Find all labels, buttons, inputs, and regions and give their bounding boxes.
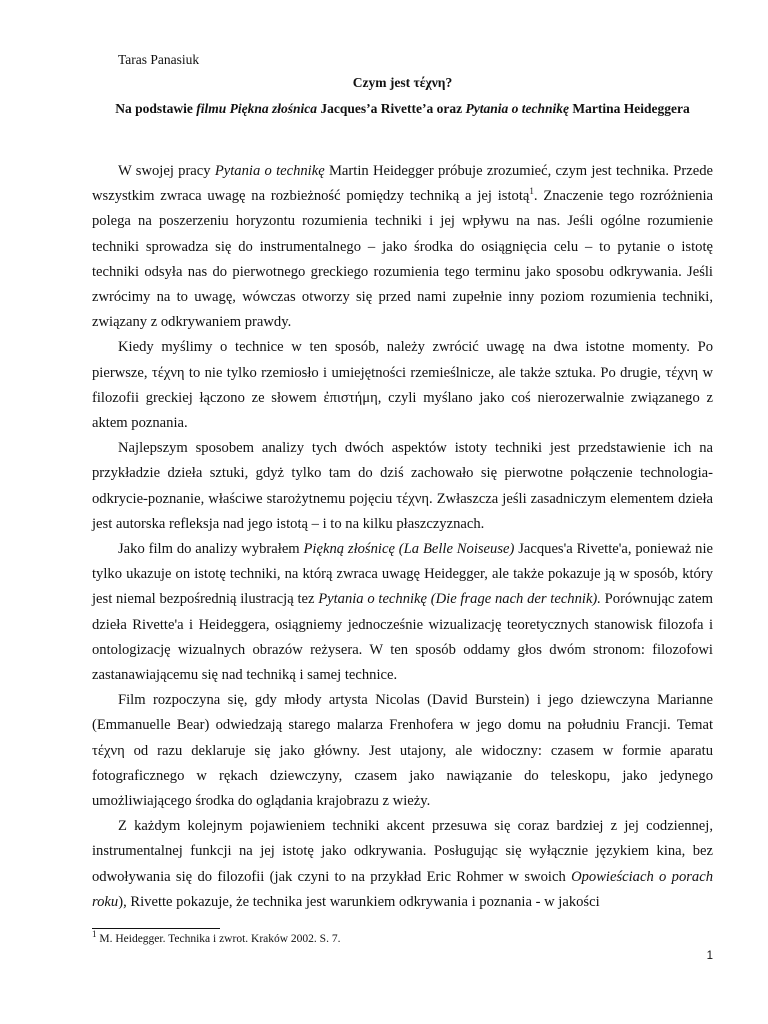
paragraph-text: Martin Heidegger próbuje zrozumieć, czym jest technika. Przede wszystkim zwraca uwagę na rozbieżność pomiędzy techniką a jej istotą — [92, 163, 713, 205]
paragraph-4 — [92, 537, 713, 688]
paragraph-3: Najlepszym sposobem analizy tych dwóch aspektów istoty techniki jest przedstawienie ich na przykładzie dzieła sztuki, gdyż tylko tam do dziś zachowało się pierwotne połączenie technologia-odkrycie-poznanie, właściwe starożytnemu pojęciu τέχνη. Zwłaszcza jeśli zasadniczym elementem dzieła jest autorska refleksja nad jego istotą – i to na kilku płaszczyznach. — [92, 440, 713, 532]
paragraph-5: Film rozpoczyna się, gdy młody artysta Nicolas (David Burstein) i jego dziewczyna Marianne (Emmanuelle Bear) odwiedzają starego malarza Frenhofera w jego domu na południu Francji. Temat τέχνη od razu deklaruje się jako główny. Jest utajony, ale widoczny: czasem w formie aparatu fotograficznego w rękach dziewczyny, czasem jako nawiązanie do teleskopu, jako jedynego umożliwiającego środka do oglądania krajobrazu z wieży. — [92, 692, 713, 810]
subtitle-book-title: Pytania o technikę — [465, 101, 570, 116]
italic-title: Piękną złośnicę (La Belle Noiseuse) — [303, 541, 515, 558]
document-subtitle — [92, 99, 713, 118]
paragraph-text: Porównując zatem dzieła Rivette'a i Heideggera, osiągniemy jednocześnie wizualizację teoretycznych stanowisk filozofa i ontologizację wizualnych obrazów reżysera. W ten sposób oddamy głos dwóm stronom: filozofowi zastanawiającemu się nad techniką i samej technice. — [92, 591, 713, 684]
paragraph-text: Jako film do analizy wybrałem — [118, 541, 304, 558]
paragraph-2: Kiedy myślimy o technice w ten sposób, należy zwrócić uwagę na dwa istotne momenty. Po pierwsze, τέχνη to nie tylko rzemiosło i umiejętności rzemieślnicze, ale także sztuka. Po drugie, τέχνη w filozofii greckiej łączono ze słowem ἐπιστήμη, czyli myślano jako coś nierozerwalnie związanego z aktem poznania. — [92, 339, 713, 432]
paragraph-text: Jacques'a Rivette'a, ponieważ nie tylko ukazuje on istotę techniki, na którą zwraca uwagę Heidegger, ale także pokazuje ją w sposób, który jest niemal bezpośrednią ilustracją tez — [92, 541, 713, 608]
footnote-marker: 1 — [92, 929, 97, 940]
paragraph-6 — [92, 814, 713, 915]
subtitle-text: Martina Heideggera — [569, 101, 690, 116]
document-title: Czym jest τέχνη? — [352, 75, 453, 90]
subtitle-text: Jacques’a Rivette’a oraz — [317, 101, 466, 116]
document-page — [92, 0, 713, 1024]
footnote-text: M. Heidegger. Technika i zwrot. Kraków 2002. S. 7. — [96, 933, 341, 945]
paragraph-text: W swojej pracy — [118, 163, 215, 179]
author-name: Taras Panasiuk — [118, 52, 200, 67]
italic-title: Opowieściach o porach roku — [92, 868, 713, 910]
paragraph-text: Z każdym kolejnym pojawieniem techniki akcent przesuwa się coraz bardziej z jej codziennej, instrumentalnej funkcji na jej istotę jako odkrywania. Posługując się wyłącznie językiem kina, bez odwoływania się do filozofii (jak czyni to na przykład Eric Rohmer w swoich — [92, 818, 713, 885]
subtitle-film-title: filmu Piękna złośnica — [196, 101, 318, 116]
paragraph-text: . Znaczenie tego rozróżnienia polega na poszerzeniu horyzontu rozumienia techniki i jej wpływu na nas. Jeśli ogólne rozumienie techniki sprowadza się do instrumentalnego – jako środka do osiągnięcia celu – to pytanie o istotę techniki odsyła nas do pierwotnego greckiego rozumienia tego terminu jako sposobu odkrywania. Jeśli zwrócimy na to uwagę, wówczas otworzy się przed nami zupełnie inny poziom rozumienia techniki, związany z odkrywaniem prawdy. — [92, 188, 713, 331]
subtitle-text: Na podstawie — [115, 101, 197, 116]
body-text — [92, 159, 713, 915]
page-number: 1 — [706, 950, 713, 962]
paragraph-1 — [92, 159, 713, 335]
footnote-separator — [92, 928, 220, 929]
italic-title: Pytania o technikę — [214, 163, 325, 179]
paragraph-text: ), Rivette pokazuje, że technika jest warunkiem odkrywania i poznania - w jakości — [118, 893, 600, 910]
footnote-reference[interactable]: 1 — [529, 186, 534, 197]
italic-title: Pytania o technikę (Die frage nach der technik). — [318, 591, 601, 608]
footnote — [92, 929, 341, 945]
